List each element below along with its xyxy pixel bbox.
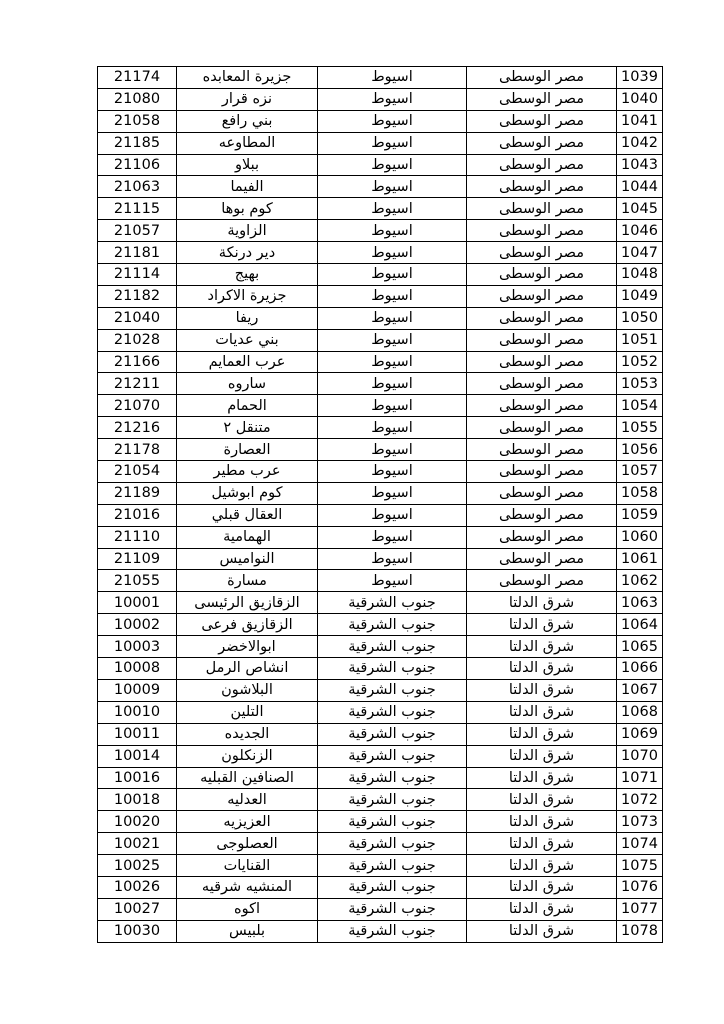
office-name-cell: التلين [177, 701, 318, 723]
governorate-cell: اسيوط [318, 548, 467, 570]
row-index-cell: 1039 [617, 67, 663, 89]
governorate-cell: جنوب الشرقية [318, 767, 467, 789]
table-row [98, 548, 663, 570]
postal-code-cell: 21216 [98, 417, 177, 439]
row-index-cell: 1074 [617, 833, 663, 855]
governorate-cell: اسيوط [318, 176, 467, 198]
row-index-cell: 1062 [617, 570, 663, 592]
postal-code-cell: 10014 [98, 745, 177, 767]
region-cell: شرق الدلتا [467, 636, 617, 658]
region-cell: مصر الوسطى [467, 548, 617, 570]
row-index-cell: 1068 [617, 701, 663, 723]
table-row [98, 373, 663, 395]
postal-code-cell: 21115 [98, 198, 177, 220]
office-name-cell: العقال قبلي [177, 504, 318, 526]
region-cell: شرق الدلتا [467, 723, 617, 745]
postal-code-cell: 21063 [98, 176, 177, 198]
postal-code-cell: 21174 [98, 67, 177, 89]
row-index-cell: 1075 [617, 855, 663, 877]
postal-code-cell: 10009 [98, 679, 177, 701]
governorate-cell: اسيوط [318, 329, 467, 351]
row-index-cell: 1066 [617, 658, 663, 680]
region-cell: مصر الوسطى [467, 329, 617, 351]
row-index-cell: 1046 [617, 220, 663, 242]
governorate-cell: اسيوط [318, 461, 467, 483]
postal-code-cell: 21040 [98, 307, 177, 329]
region-cell: مصر الوسطى [467, 264, 617, 286]
region-cell: شرق الدلتا [467, 614, 617, 636]
postal-code-cell: 21058 [98, 110, 177, 132]
postal-code-cell: 21182 [98, 285, 177, 307]
table-row [98, 592, 663, 614]
office-name-cell: انشاص الرمل [177, 658, 318, 680]
table-row [98, 570, 663, 592]
office-name-cell: كوم ابوشيل [177, 482, 318, 504]
region-cell: مصر الوسطى [467, 154, 617, 176]
governorate-cell: جنوب الشرقية [318, 789, 467, 811]
governorate-cell: اسيوط [318, 351, 467, 373]
row-index-cell: 1076 [617, 876, 663, 898]
office-name-cell: الحمام [177, 395, 318, 417]
governorate-cell: اسيوط [318, 67, 467, 89]
table-row [98, 417, 663, 439]
table-row [98, 132, 663, 154]
row-index-cell: 1077 [617, 898, 663, 920]
table-row [98, 811, 663, 833]
governorate-cell: اسيوط [318, 110, 467, 132]
region-cell: مصر الوسطى [467, 417, 617, 439]
region-cell: مصر الوسطى [467, 395, 617, 417]
table-row [98, 154, 663, 176]
office-name-cell: القنايات [177, 855, 318, 877]
postal-code-cell: 10027 [98, 898, 177, 920]
office-name-cell: العزيزيه [177, 811, 318, 833]
table-row [98, 636, 663, 658]
postal-code-cell: 21109 [98, 548, 177, 570]
postal-code-cell: 10016 [98, 767, 177, 789]
table-row [98, 504, 663, 526]
table-row [98, 439, 663, 461]
postal-code-cell: 10002 [98, 614, 177, 636]
governorate-cell: اسيوط [318, 373, 467, 395]
row-index-cell: 1064 [617, 614, 663, 636]
table-row [98, 329, 663, 351]
table-row [98, 898, 663, 920]
postal-code-cell: 21181 [98, 242, 177, 264]
postal-code-cell: 21211 [98, 373, 177, 395]
region-cell: مصر الوسطى [467, 482, 617, 504]
office-name-cell: العصلوجى [177, 833, 318, 855]
row-index-cell: 1056 [617, 439, 663, 461]
region-cell: شرق الدلتا [467, 789, 617, 811]
row-index-cell: 1040 [617, 88, 663, 110]
postal-code-cell: 10001 [98, 592, 177, 614]
postal-code-cell: 10026 [98, 876, 177, 898]
office-name-cell: عرب العمايم [177, 351, 318, 373]
region-cell: شرق الدلتا [467, 701, 617, 723]
row-index-cell: 1057 [617, 461, 663, 483]
office-name-cell: كوم بوها [177, 198, 318, 220]
region-cell: مصر الوسطى [467, 570, 617, 592]
office-name-cell: بلبيس [177, 920, 318, 942]
office-name-cell: الزقازيق فرعى [177, 614, 318, 636]
table-row [98, 176, 663, 198]
row-index-cell: 1049 [617, 285, 663, 307]
office-name-cell: عرب مطير [177, 461, 318, 483]
row-index-cell: 1047 [617, 242, 663, 264]
postal-code-cell: 21054 [98, 461, 177, 483]
region-cell: مصر الوسطى [467, 285, 617, 307]
office-name-cell: اكوه [177, 898, 318, 920]
table-row [98, 679, 663, 701]
table-row [98, 833, 663, 855]
table-row [98, 855, 663, 877]
region-cell: مصر الوسطى [467, 176, 617, 198]
table-row [98, 461, 663, 483]
postal-code-cell: 10011 [98, 723, 177, 745]
row-index-cell: 1072 [617, 789, 663, 811]
governorate-cell: اسيوط [318, 88, 467, 110]
row-index-cell: 1070 [617, 745, 663, 767]
row-index-cell: 1051 [617, 329, 663, 351]
postal-code-cell: 21106 [98, 154, 177, 176]
governorate-cell: جنوب الشرقية [318, 701, 467, 723]
postal-code-cell: 21070 [98, 395, 177, 417]
office-name-cell: ساروه [177, 373, 318, 395]
region-cell: مصر الوسطى [467, 351, 617, 373]
row-index-cell: 1059 [617, 504, 663, 526]
table-row [98, 614, 663, 636]
office-name-cell: الزنكلون [177, 745, 318, 767]
region-cell: مصر الوسطى [467, 242, 617, 264]
governorate-cell: اسيوط [318, 132, 467, 154]
table-row [98, 876, 663, 898]
governorate-cell: اسيوط [318, 570, 467, 592]
region-cell: مصر الوسطى [467, 110, 617, 132]
office-name-cell: العدليه [177, 789, 318, 811]
governorate-cell: اسيوط [318, 220, 467, 242]
postal-code-cell: 10030 [98, 920, 177, 942]
table-row [98, 67, 663, 89]
postal-code-cell: 10018 [98, 789, 177, 811]
office-name-cell: الهمامية [177, 526, 318, 548]
office-name-cell: دير درنكة [177, 242, 318, 264]
row-index-cell: 1065 [617, 636, 663, 658]
table-row [98, 920, 663, 942]
row-index-cell: 1067 [617, 679, 663, 701]
region-cell: مصر الوسطى [467, 373, 617, 395]
table-row [98, 789, 663, 811]
row-index-cell: 1061 [617, 548, 663, 570]
row-index-cell: 1054 [617, 395, 663, 417]
postal-code-cell: 21178 [98, 439, 177, 461]
region-cell: شرق الدلتا [467, 898, 617, 920]
region-cell: مصر الوسطى [467, 461, 617, 483]
postal-code-cell: 21110 [98, 526, 177, 548]
office-name-cell: الفيما [177, 176, 318, 198]
region-cell: مصر الوسطى [467, 307, 617, 329]
governorate-cell: اسيوط [318, 439, 467, 461]
table-row [98, 526, 663, 548]
governorate-cell: اسيوط [318, 264, 467, 286]
row-index-cell: 1053 [617, 373, 663, 395]
office-name-cell: ببلاو [177, 154, 318, 176]
region-cell: مصر الوسطى [467, 198, 617, 220]
office-name-cell: ابوالاخضر [177, 636, 318, 658]
row-index-cell: 1078 [617, 920, 663, 942]
postal-code-cell: 21028 [98, 329, 177, 351]
row-index-cell: 1043 [617, 154, 663, 176]
governorate-cell: جنوب الشرقية [318, 876, 467, 898]
postal-code-cell: 21166 [98, 351, 177, 373]
governorate-cell: جنوب الشرقية [318, 679, 467, 701]
region-cell: شرق الدلتا [467, 855, 617, 877]
region-cell: شرق الدلتا [467, 876, 617, 898]
row-index-cell: 1071 [617, 767, 663, 789]
office-name-cell: جزيرة الاكراد [177, 285, 318, 307]
region-cell: شرق الدلتا [467, 811, 617, 833]
row-index-cell: 1042 [617, 132, 663, 154]
post-office-table [97, 66, 663, 943]
office-name-cell: بهيج [177, 264, 318, 286]
table-row [98, 351, 663, 373]
governorate-cell: جنوب الشرقية [318, 636, 467, 658]
governorate-cell: جنوب الشرقية [318, 920, 467, 942]
office-name-cell: جزيرة المعابده [177, 67, 318, 89]
governorate-cell: اسيوط [318, 242, 467, 264]
postal-code-cell: 10021 [98, 833, 177, 855]
governorate-cell: اسيوط [318, 285, 467, 307]
governorate-cell: جنوب الشرقية [318, 811, 467, 833]
region-cell: شرق الدلتا [467, 679, 617, 701]
governorate-cell: جنوب الشرقية [318, 614, 467, 636]
region-cell: شرق الدلتا [467, 767, 617, 789]
governorate-cell: جنوب الشرقية [318, 898, 467, 920]
table-row [98, 745, 663, 767]
office-name-cell: بني عديات [177, 329, 318, 351]
postal-code-cell: 21185 [98, 132, 177, 154]
office-name-cell: متنقل ٢ [177, 417, 318, 439]
table-body [98, 67, 663, 943]
row-index-cell: 1052 [617, 351, 663, 373]
postal-code-cell: 10025 [98, 855, 177, 877]
postal-code-cell: 21055 [98, 570, 177, 592]
office-name-cell: المنشيه شرقيه [177, 876, 318, 898]
row-index-cell: 1073 [617, 811, 663, 833]
region-cell: شرق الدلتا [467, 592, 617, 614]
governorate-cell: جنوب الشرقية [318, 592, 467, 614]
governorate-cell: جنوب الشرقية [318, 723, 467, 745]
governorate-cell: اسيوط [318, 482, 467, 504]
office-name-cell: ريفا [177, 307, 318, 329]
table-row [98, 395, 663, 417]
region-cell: شرق الدلتا [467, 745, 617, 767]
postal-code-cell: 21114 [98, 264, 177, 286]
governorate-cell: اسيوط [318, 526, 467, 548]
office-name-cell: الزقازيق الرئيسى [177, 592, 318, 614]
postal-code-cell: 21080 [98, 88, 177, 110]
table-row [98, 723, 663, 745]
postal-code-cell: 10010 [98, 701, 177, 723]
table-row [98, 658, 663, 680]
governorate-cell: اسيوط [318, 417, 467, 439]
office-name-cell: المطاوعه [177, 132, 318, 154]
region-cell: مصر الوسطى [467, 132, 617, 154]
postal-code-cell: 21016 [98, 504, 177, 526]
governorate-cell: اسيوط [318, 198, 467, 220]
office-name-cell: الصنافين القبليه [177, 767, 318, 789]
table-row [98, 482, 663, 504]
region-cell: مصر الوسطى [467, 504, 617, 526]
office-name-cell: العصارة [177, 439, 318, 461]
region-cell: مصر الوسطى [467, 220, 617, 242]
table-row [98, 242, 663, 264]
governorate-cell: اسيوط [318, 154, 467, 176]
postal-code-cell: 10020 [98, 811, 177, 833]
office-name-cell: الجديده [177, 723, 318, 745]
governorate-cell: جنوب الشرقية [318, 833, 467, 855]
row-index-cell: 1060 [617, 526, 663, 548]
office-name-cell: البلاشون [177, 679, 318, 701]
governorate-cell: اسيوط [318, 504, 467, 526]
row-index-cell: 1069 [617, 723, 663, 745]
governorate-cell: جنوب الشرقية [318, 658, 467, 680]
row-index-cell: 1058 [617, 482, 663, 504]
office-name-cell: مسارة [177, 570, 318, 592]
row-index-cell: 1048 [617, 264, 663, 286]
governorate-cell: اسيوط [318, 307, 467, 329]
table-row [98, 88, 663, 110]
office-name-cell: نزه قرار [177, 88, 318, 110]
table-row [98, 285, 663, 307]
table-row [98, 110, 663, 132]
region-cell: شرق الدلتا [467, 920, 617, 942]
region-cell: مصر الوسطى [467, 88, 617, 110]
postal-code-cell: 10003 [98, 636, 177, 658]
postal-code-cell: 21057 [98, 220, 177, 242]
governorate-cell: جنوب الشرقية [318, 745, 467, 767]
office-name-cell: الزاوية [177, 220, 318, 242]
row-index-cell: 1045 [617, 198, 663, 220]
region-cell: مصر الوسطى [467, 526, 617, 548]
row-index-cell: 1063 [617, 592, 663, 614]
row-index-cell: 1055 [617, 417, 663, 439]
office-name-cell: النواميس [177, 548, 318, 570]
row-index-cell: 1044 [617, 176, 663, 198]
table-row [98, 264, 663, 286]
postal-code-cell: 21189 [98, 482, 177, 504]
office-name-cell: بني رافع [177, 110, 318, 132]
postal-code-cell: 10008 [98, 658, 177, 680]
governorate-cell: اسيوط [318, 395, 467, 417]
table-row [98, 307, 663, 329]
row-index-cell: 1041 [617, 110, 663, 132]
region-cell: شرق الدلتا [467, 658, 617, 680]
governorate-cell: جنوب الشرقية [318, 855, 467, 877]
region-cell: شرق الدلتا [467, 833, 617, 855]
table-row [98, 198, 663, 220]
table-row [98, 220, 663, 242]
row-index-cell: 1050 [617, 307, 663, 329]
region-cell: مصر الوسطى [467, 439, 617, 461]
table-row [98, 767, 663, 789]
region-cell: مصر الوسطى [467, 67, 617, 89]
table-row [98, 701, 663, 723]
